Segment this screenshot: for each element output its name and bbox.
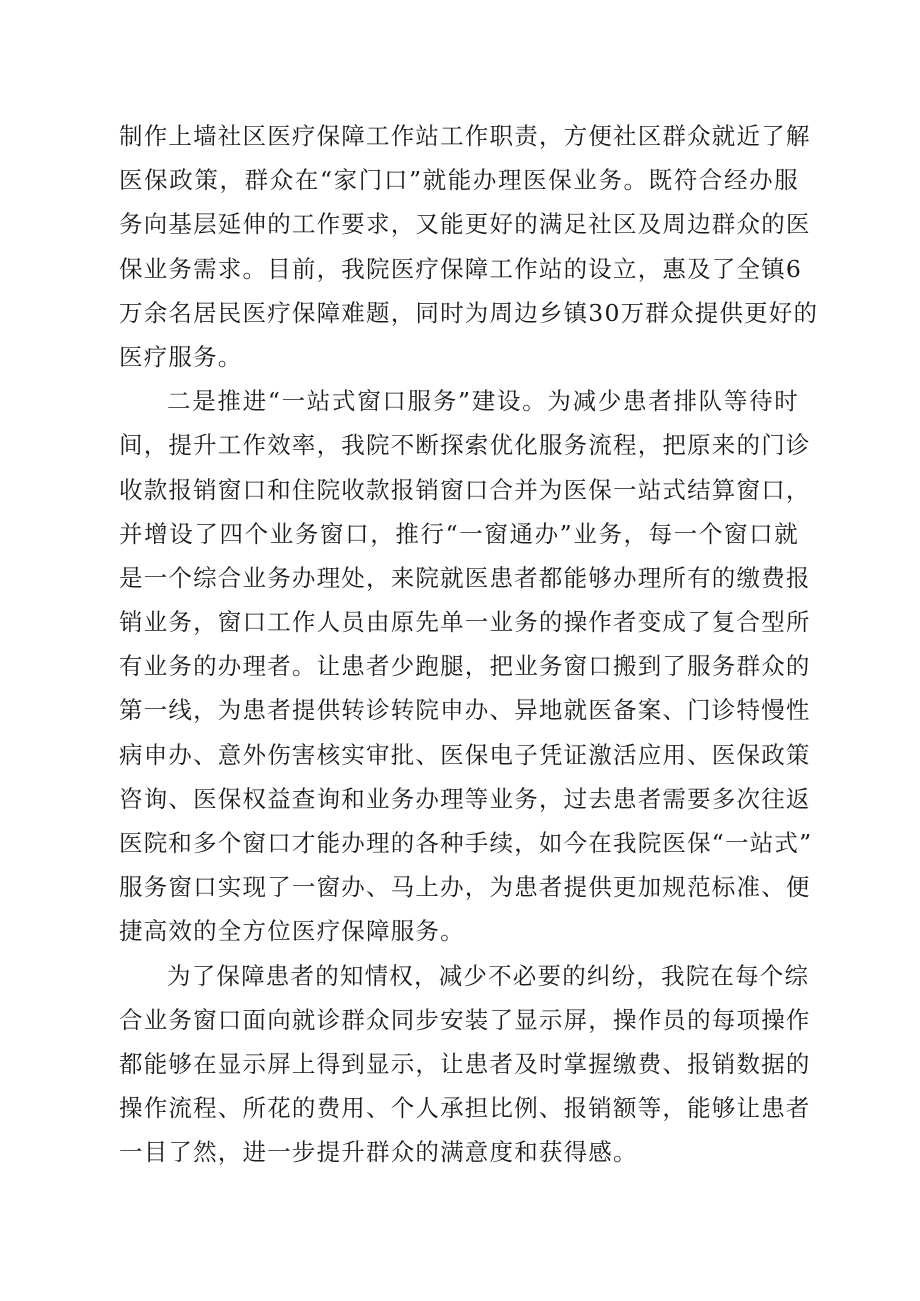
text-line: 医院和多个窗口才能办理的各种手续，如今在我院医保“一站式” <box>119 829 813 857</box>
text-line: 是一个综合业务办理处，来院就医患者都能够办理所有的缴费报 <box>119 563 811 592</box>
document-page <box>119 114 819 1175</box>
text-line: 病申办、意外伤害核实审批、医保电子凭证激活应用、医保政策 <box>119 740 811 769</box>
text-line: 万余名居民医疗保障难题，同时为周边乡镇30万群众提供更好的 <box>119 298 819 327</box>
text-line: 务向基层延伸的工作要求，又能更好的满足社区及周边群众的医 <box>119 210 811 239</box>
paragraph-1 <box>119 114 819 379</box>
text-line: 保业务需求。目前，我院医疗保障工作站的设立，惠及了全镇6 <box>119 254 803 283</box>
paragraph-3 <box>119 954 811 1175</box>
text-line: 间，提升工作效率，我院不断探索优化服务流程，把原来的门诊 <box>119 431 811 460</box>
text-line: 并增设了四个业务窗口，推行“一窗通办”业务，每一个窗口就 <box>119 519 799 548</box>
text-line: 医疗服务。 <box>119 342 243 371</box>
text-line: 第一线，为患者提供转诊转院申办、异地就医备案、门诊特慢性 <box>119 696 811 725</box>
text-line: 一目了然，进一步提升群众的满意度和获得感。 <box>119 1138 638 1167</box>
text-line: 都能够在显示屏上得到显示，让患者及时掌握缴费、报销数据的 <box>119 1049 811 1078</box>
text-line: 捷高效的全方位医疗保障服务。 <box>119 917 465 946</box>
text-line: 医保政策，群众在“家门口”就能办理医保业务。既符合经办服 <box>119 166 799 195</box>
text-line: 销业务，窗口工作人员由原先单一业务的操作者变成了复合型所 <box>119 608 811 637</box>
text-line: 合业务窗口面向就诊群众同步安装了显示屏，操作员的每项操作 <box>119 1005 811 1034</box>
paragraph-2 <box>119 379 813 953</box>
text-line: 制作上墙社区医疗保障工作站工作职责，方便社区群众就近了解 <box>119 122 811 150</box>
text-line: 操作流程、所花的费用、个人承担比例、报销额等，能够让患者 <box>119 1094 811 1123</box>
text-line: 为了保障患者的知情权，减少不必要的纠纷，我院在每个综 <box>167 961 810 990</box>
text-line: 有业务的办理者。让患者少跑腿，把业务窗口搬到了服务群众的 <box>119 652 811 681</box>
text-line: 收款报销窗口和住院收款报销窗口合并为医保一站式结算窗口， <box>119 475 811 504</box>
text-line: 服务窗口实现了一窗办、马上办，为患者提供更加规范标准、便 <box>119 873 811 902</box>
text-line: 二是推进“一站式窗口服务”建设。为减少患者排队等待时 <box>167 387 799 416</box>
text-line: 咨询、医保权益查询和业务办理等业务，过去患者需要多次往返 <box>119 784 811 813</box>
